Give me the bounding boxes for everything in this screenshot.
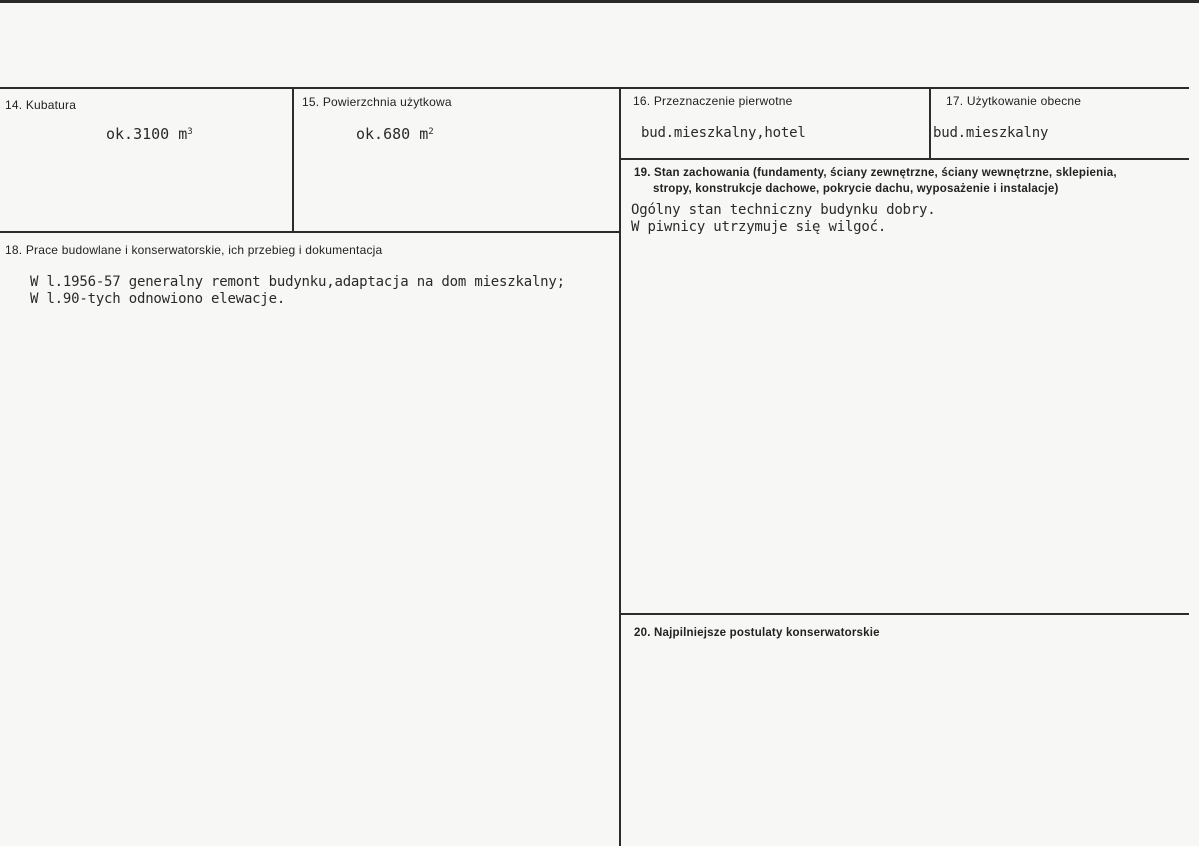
field-uzytkowanie	[931, 88, 1189, 158]
field-stan-zachowania-line-2[interactable]: W piwnicy utrzymuje się wilgoć.	[631, 219, 887, 235]
field-przeznaczenie	[621, 88, 929, 158]
top-edge	[0, 0, 1199, 3]
field-postulaty	[621, 615, 1189, 846]
field-prace-budowlane-line-1[interactable]: W l.1956-57 generalny remont budynku,adaptacja na dom mieszkalny;	[30, 274, 565, 290]
powierzchnia-number: ok.680 m	[356, 125, 429, 143]
field-powierzchnia-label: 15. Powierzchnia użytkowa	[302, 95, 452, 109]
field-przeznaczenie-label: 16. Przeznaczenie pierwotne	[633, 94, 793, 108]
field-prace-budowlane	[0, 233, 619, 846]
field-uzytkowanie-value[interactable]: bud.mieszkalny	[933, 125, 1049, 141]
powierzchnia-unit-exponent: 2	[428, 127, 434, 137]
field-stan-zachowania-label-line-2: stropy, konstrukcje dachowe, pokrycie dachu, wyposażenie i instalacje)	[653, 183, 1059, 195]
field-uzytkowanie-label: 17. Użytkowanie obecne	[946, 94, 1082, 108]
field-powierzchnia	[294, 88, 619, 231]
field-przeznaczenie-value[interactable]: bud.mieszkalny,hotel	[641, 125, 806, 141]
kubatura-number: ok.3100 m	[106, 125, 188, 143]
field-kubatura	[0, 88, 292, 231]
field-powierzchnia-value[interactable]	[356, 126, 434, 143]
field-kubatura-label: 14. Kubatura	[5, 98, 77, 112]
field-prace-budowlane-label: 18. Prace budowlane i konserwatorskie, ich przebieg i dokumentacja	[5, 243, 383, 257]
field-stan-zachowania-line-1[interactable]: Ogólny stan techniczny budynku dobry.	[631, 202, 936, 218]
field-kubatura-value[interactable]	[106, 126, 193, 143]
field-stan-zachowania-label-line-1: 19. Stan zachowania (fundamenty, ściany zewnętrzne, ściany wewnętrzne, sklepienia,	[634, 167, 1117, 179]
kubatura-unit-exponent: 3	[187, 127, 193, 137]
field-prace-budowlane-line-2[interactable]: W l.90-tych odnowiono elewacje.	[30, 291, 286, 307]
field-stan-zachowania	[621, 160, 1189, 613]
field-postulaty-label: 20. Najpilniejsze postulaty konserwatorskie	[634, 627, 880, 639]
